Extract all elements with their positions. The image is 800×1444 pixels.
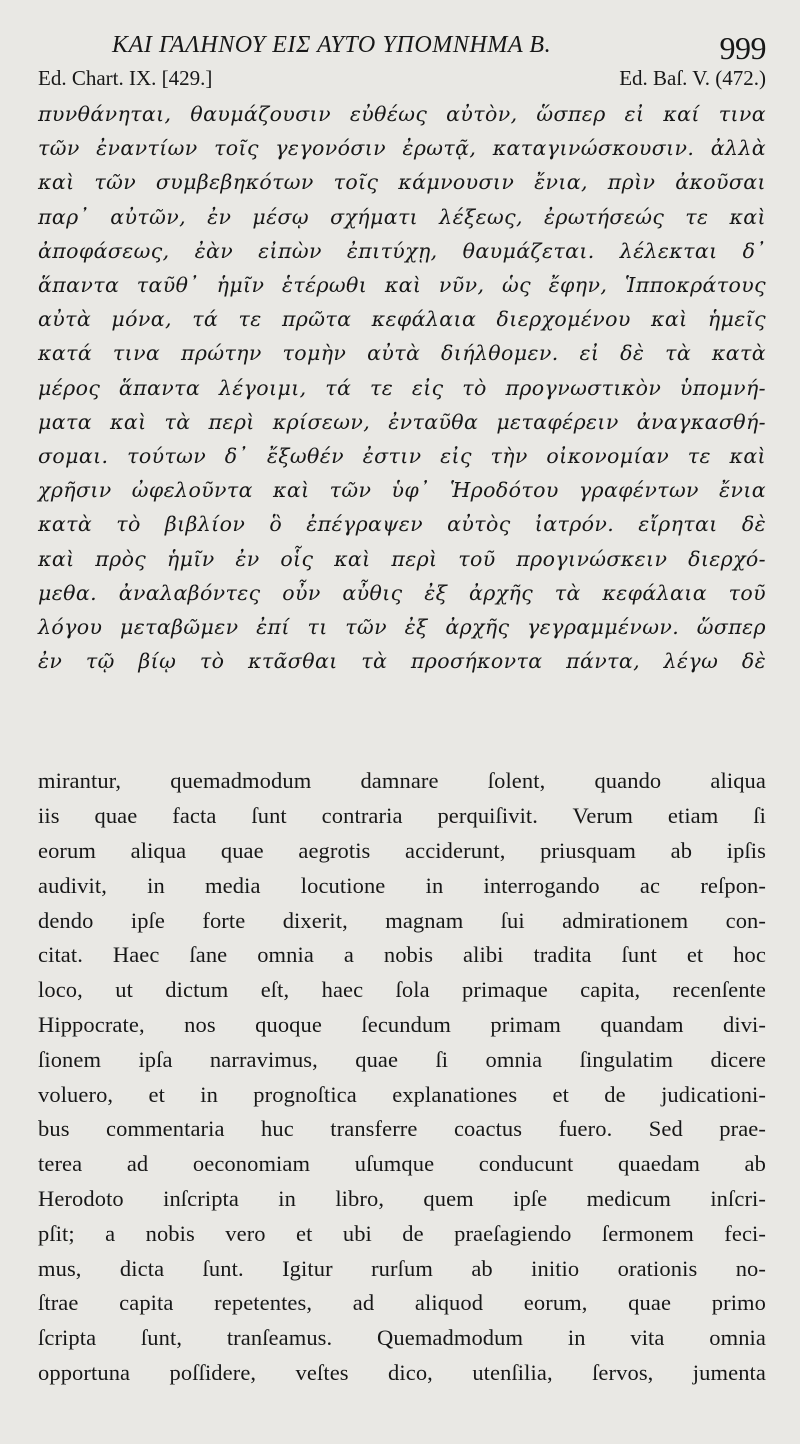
latin-line: audivit, in media locutione in interrogando ac reſpon- [38,872,766,898]
edition-references [38,66,766,94]
latin-line: loco, ut dictum eſt, haec ſola primaque capita, recenſente [38,977,766,1003]
latin-line: mus, dicta ſunt. Igitur rurſum ab initio orationis no- [38,1255,766,1281]
latin-line: ſionem ipſa narravimus, quae ſi omnia ſingulatim dicere [38,1046,766,1072]
greek-line: ἀποφάσεως, ἐὰν εἰπὼν ἐπιτύχῃ, θαυμάζεται. λέλεκται δ᾽ [38,238,766,263]
latin-line: iis quae facta ſunt contraria perquiſivit. Verum etiam ſi [38,803,766,829]
greek-line: χρῆσιν ὠφελοῦντα καὶ τῶν ὑφ᾽ Ἡροδότου γραφέντων ἔνια [38,478,766,503]
greek-line: σομαι. τούτων δ᾽ ἔξωθέν ἐστιν εἰς τὴν οἰκονομίαν τε καὶ [38,444,766,469]
latin-line: mirantur, quemadmodum damnare ſolent, quando aliqua [38,768,766,794]
greek-line: ἐν τῷ βίῳ τὸ κτᾶσθαι τὰ προσήκοντα πάντα, λέγω δὲ [38,649,766,674]
running-title: ΚΑΙ ΓΑΛΗΝΟΥ ΕΙΣ ΑΥΤΟ ΥΠΟΜΝΗΜΑ Β. [112,32,552,58]
latin-line: voluero, et in prognoſtica explanationes et de judicationi- [38,1081,766,1107]
greek-line: κατά τινα πρώτην τομὴν αὐτὰ διήλθομεν. εἰ δὲ τὰ κατὰ [38,341,766,366]
greek-line: ἅπαντα ταῦθ᾽ ἡμῖν ἑτέρωθι καὶ νῦν, ὡς ἔφην, Ἱπποκράτους [38,273,766,298]
greek-line: λόγου μεταβῶμεν ἐπί τι τῶν ἐξ ἀρχῆς γεγραμμένων. ὥσπερ [38,615,766,640]
latin-line: citat. Haec ſane omnia a nobis alibi tradita ſunt et hoc [38,942,766,968]
latin-line: Herodoto inſcripta in libro, quem ipſe medicum inſcri- [38,1186,766,1212]
greek-line: καὶ τῶν συμβεβηκότων τοῖς κάμνουσιν ἔνια, πρὶν ἀκοῦσαι [38,170,766,195]
section-gap [38,678,766,764]
greek-line: τῶν ἐναντίων τοῖς γεγονόσιν ἐρωτᾷ, καταγινώσκουσιν. ἀλλὰ [38,136,766,161]
greek-line: ματα καὶ τὰ περὶ κρίσεων, ἐνταῦθα μεταφέρειν ἀναγκασθή- [38,409,766,434]
latin-line: opportuna poſſidere, veſtes dico, utenſilia, ſervos, jumenta [38,1360,766,1385]
greek-line: μεθα. ἀναλαβόντες οὖν αὖθις ἐξ ἀρχῆς τὰ κεφάλαια τοῦ [38,580,766,605]
running-head [38,22,766,66]
greek-text-block [38,97,766,678]
latin-line: Hippocrate, nos quoque ſecundum primam quandam divi- [38,1012,766,1038]
edition-reference-chartier: Ed. Chart. IX. [429.] [38,66,213,90]
latin-line: eorum aliqua quae aegrotis acciderunt, priusquam ab ipſis [38,838,766,864]
latin-text-block [38,764,766,1390]
greek-line: μέρος ἅπαντα λέγοιμι, τά τε εἰς τὸ προγνωστικὸν ὑπομνή- [38,375,766,400]
latin-line: dendo ipſe forte dixerit, magnam ſui admirationem con- [38,907,766,933]
latin-line: pſit; a nobis vero et ubi de praeſagiendo ſermonem feci- [38,1220,766,1246]
greek-line: αὐτὰ μόνα, τά τε πρῶτα κεφάλαια διερχομένου καὶ ἡμεῖς [38,307,766,332]
greek-line: καὶ πρὸς ἡμῖν ἐν οἷς καὶ περὶ τοῦ προγινώσκειν διερχό- [38,546,766,571]
latin-line: ſtrae capita repetentes, ad aliquod eorum, quae primo [38,1290,766,1316]
greek-line: παρ᾽ αὐτῶν, ἐν μέσῳ σχήματι λέξεως, ἐρωτήσεώς τε καὶ [38,204,766,229]
latin-line: terea ad oeconomiam uſumque conducunt quaedam ab [38,1151,766,1177]
latin-line: ſcripta ſunt, tranſeamus. Quemadmodum in vita omnia [38,1325,766,1351]
greek-line: πυνθάνηται, θαυμάζουσιν εὐθέως αὐτὸν, ὥσπερ εἰ καί τινα [38,102,766,126]
edition-reference-basel: Ed. Baſ. V. (472.) [619,66,766,90]
greek-line: κατὰ τὸ βιβλίον ὃ ἐπέγραψεν αὐτὸς ἰατρόν. εἴρηται δὲ [38,512,766,537]
page-number: 999 [719,30,766,66]
latin-line: bus commentaria huc transferre coactus fuero. Sed prae- [38,1116,766,1142]
